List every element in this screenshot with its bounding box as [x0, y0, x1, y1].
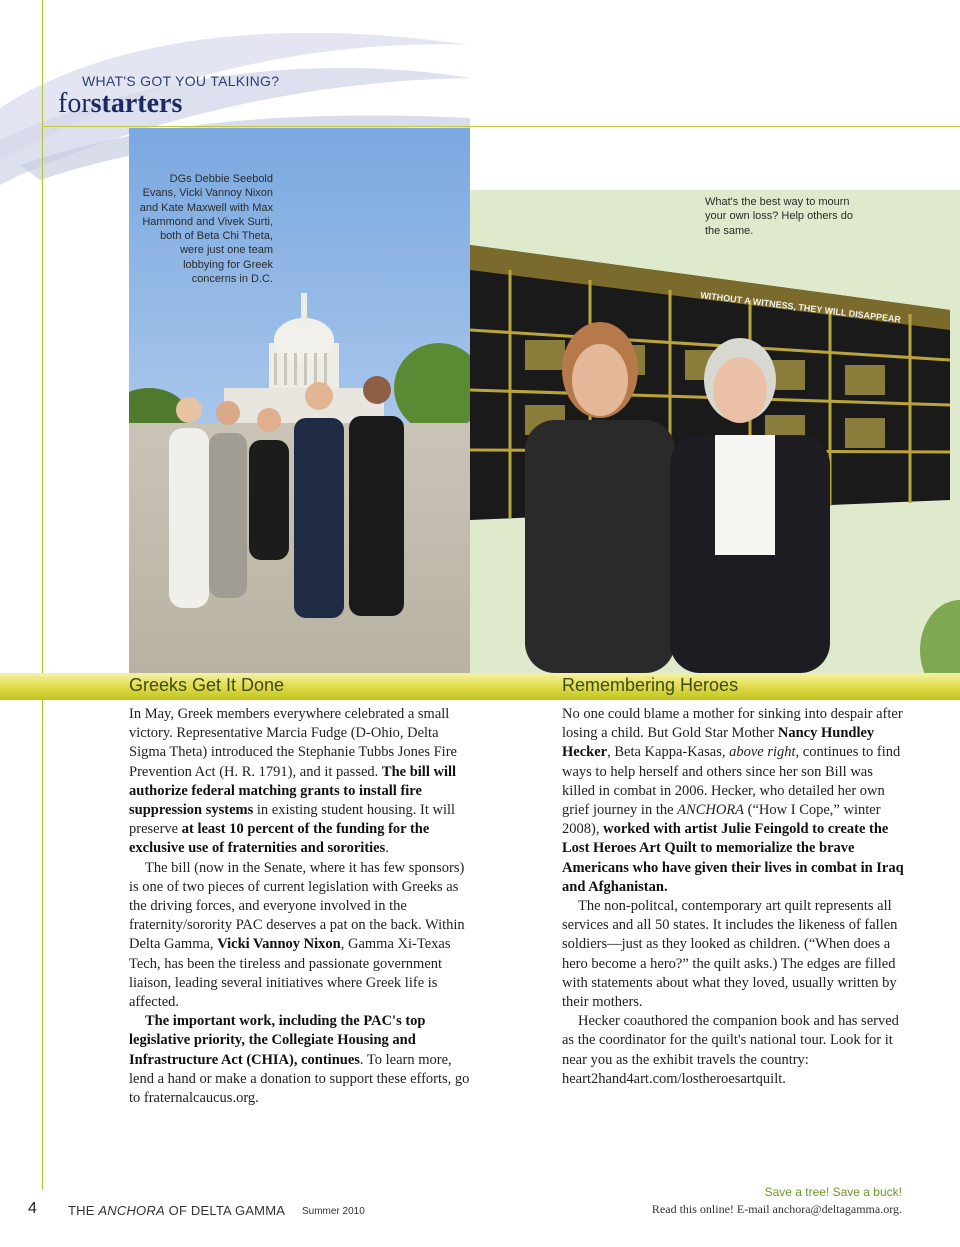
article-right-paragraph-1 [562, 705, 907, 897]
article-right-body [562, 705, 907, 1089]
photo-quilt-heroes [470, 190, 960, 673]
text-run-bold: The important work, including the PAC's top legislative priority, the Collegiate Housing and Infrastructure Act (CHIA), continues [129, 1013, 426, 1068]
text-run-bold: Nancy Hundley Hecker [562, 725, 875, 761]
photo-right-caption: What's the best way to mourn your own loss? Help others do the same. [705, 196, 853, 237]
text-run: . To learn more, lend a hand or make a donation to support these efforts, go to fraternalcaucus.org. [129, 1051, 470, 1107]
text-run: THE [68, 1203, 99, 1218]
text-run: In May, Greek members everywhere celebrated a small victory. Representative Marcia Fudge (D-Ohio, Delta Sigma Theta) introduced the Stephanie Tubbs Jones Fire Prevention Act (H. R. 1791), and it passed. [129, 706, 457, 780]
text-run-italic: above right, [729, 744, 800, 761]
text-run-bold: at least 10 percent of the funding for the exclusive use of fraternities and sororities [129, 821, 430, 857]
text-run: The bill (now in the Senate, where it has few sponsors) is one of two pieces of current legislation with Greeks as the driving forces, and everyone involved in the fraternity/sorority PAC deserves a pat on the back. Within Delta Gamma, [129, 859, 465, 953]
text-run: , Beta Kappa-Kasas, [607, 744, 730, 761]
text-run: No one could blame a mother for sinking into despair after losing a child. But Gold Star Mother [562, 706, 903, 742]
text-run: , Gamma Xi-Texas Tech, has been the tireless and passionate government liaison, leading several initiatives where Greek life is affected. [129, 936, 451, 1011]
article-left-paragraph-3 [129, 1012, 474, 1108]
article-right-paragraph-3: Hecker coauthored the companion book and has served as the coordinator for the quilt's national tour. Look for it near you as the exhibit travels the country: heart2hand4art.com/lostheroesartquilt. [562, 1013, 899, 1087]
page-number: 4 [28, 1200, 37, 1217]
section-title-bold: starters [90, 88, 183, 119]
article-right-paragraph-2: The non-politcal, contemporary art quilt represents all services and all 50 states. It includes the likeness of fallen soldiers—just as they looked as children. (“When does a hero become a hero?” the quilt asks.) The edges are filled with statements about what they loved, usually written by their mothers. [562, 898, 898, 1011]
issue-date: Summer 2010 [302, 1206, 365, 1217]
article-left-body [129, 705, 474, 1108]
text-run: in existing student housing. It will preserve [129, 802, 456, 838]
quilt-banner: WITHOUT A WITNESS, THEY WILL DISAPPEAR [699, 290, 902, 325]
article-left-title: Greeks Get It Done [129, 675, 285, 695]
article-right-title: Remembering Heroes [562, 675, 739, 695]
text-run: . [385, 840, 389, 857]
header-rule [42, 126, 960, 127]
margin-rule [42, 0, 43, 1190]
article-left-paragraph-1 [129, 705, 474, 859]
text-run-italic: ANCHORA [98, 1203, 165, 1218]
text-run-italic: ANCHORA [677, 802, 745, 819]
text-run-bold: The bill will authorize federal matching grants to install fire suppression systems [129, 763, 457, 819]
magazine-name [68, 1203, 285, 1218]
photo-left-caption: DGs Debbie Seebold Evans, Vicki Vannoy Nixon and Kate Maxwell with Max Hammond and Vivek Surti, both of Beta Chi Theta, were just one team lobbying for Greek concerns in D.C. [139, 173, 273, 286]
online-note: Read this online! E-mail anchora@deltagamma.org. [651, 1202, 902, 1216]
section-kicker: WHAT'S GOT YOU TALKING? [82, 73, 280, 89]
text-run: continues to find ways to help herself and others since her son Bill was killed in combat in 2006. Hecker, who detailed her own grief journey in the [562, 744, 901, 819]
text-run-bold: Vicki Vannoy Nixon [217, 936, 341, 953]
article-left-paragraph-2 [129, 859, 474, 1013]
save-tagline: Save a tree! Save a buck! [764, 1185, 902, 1199]
text-run: OF DELTA GAMMA [164, 1203, 286, 1218]
section-title-light: for [58, 88, 91, 119]
text-run: (“How I Cope,” winter 2008), [562, 802, 881, 838]
section-title [58, 88, 182, 120]
text-run-bold: worked with artist Julie Feingold to create the Lost Heroes Art Quilt to memorialize the brave Americans who have given their lives in combat in Iraq and Afghanistan. [562, 821, 904, 895]
